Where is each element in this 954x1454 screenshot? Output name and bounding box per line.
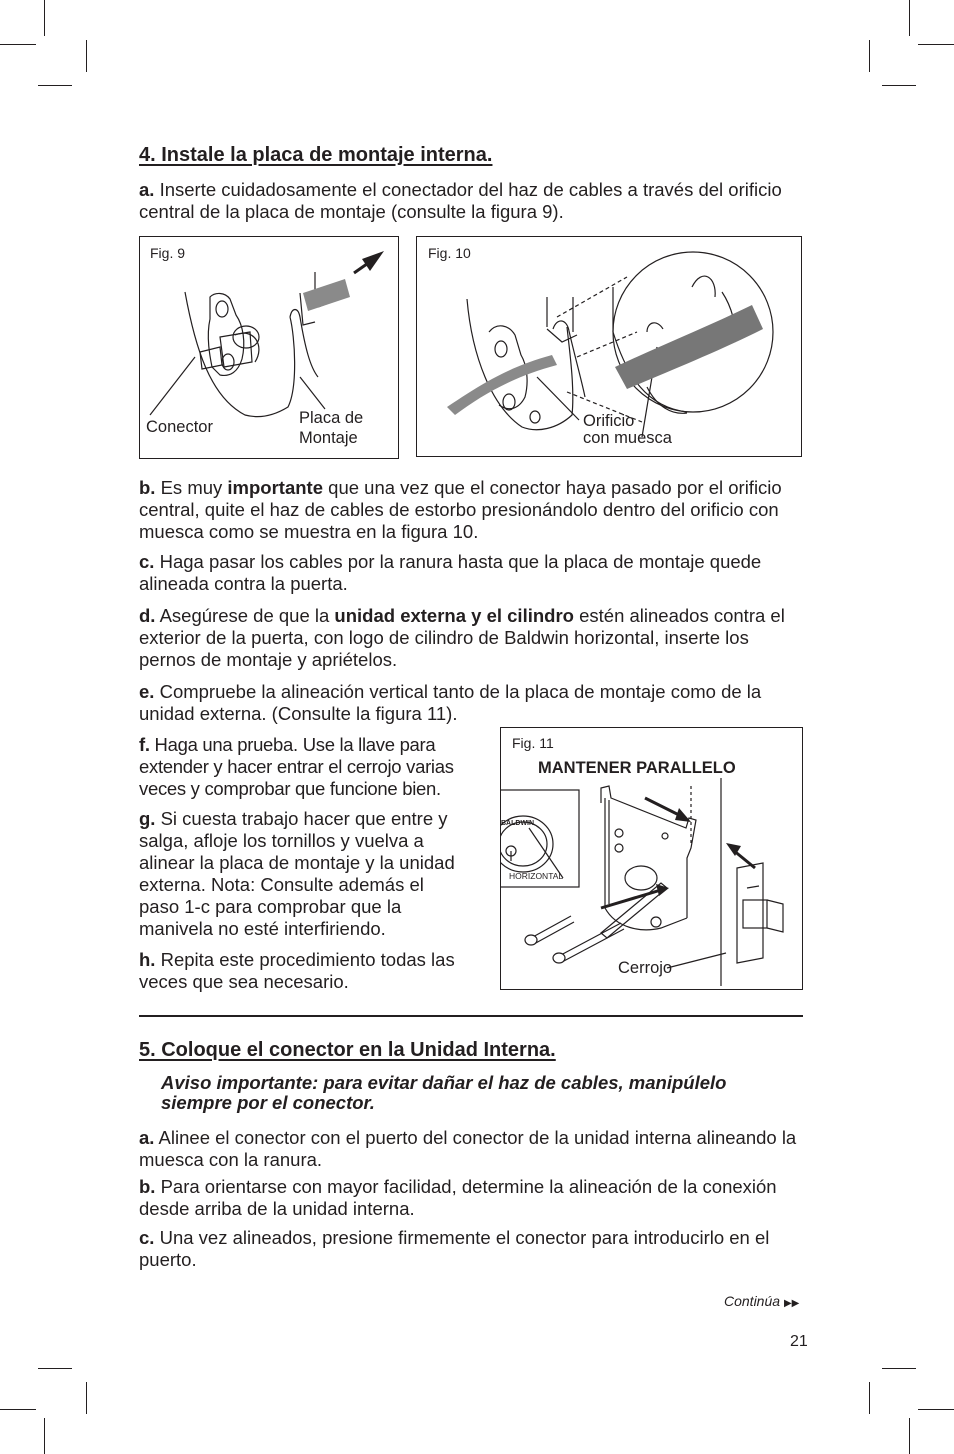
section-divider xyxy=(139,1015,803,1017)
step-text: Para orientarse con mayor facilidad, determine la alineación de la conexión desde arriba de la unidad interna. xyxy=(139,1176,777,1219)
step-5a xyxy=(139,1127,809,1171)
continue-text: Continúa xyxy=(724,1293,781,1309)
step-4a xyxy=(139,179,809,223)
figure-9 xyxy=(139,236,399,459)
connector-callout: Conector xyxy=(146,418,213,436)
step-text-emphasis: importante xyxy=(227,477,324,498)
step-text: Haga pasar los cables por la ranura hasta que la placa de montaje quede alineada contra la puerta. xyxy=(139,551,762,594)
step-4d xyxy=(139,605,809,671)
step-4c xyxy=(139,551,809,595)
step-4g xyxy=(139,808,461,940)
step-text: Repita este procedimiento todas las veces que sea necesario. xyxy=(139,949,455,992)
step-text: Alinee el conector con el puerto del conector de la unidad interna alineando la muesca con la ranura. xyxy=(139,1127,797,1170)
section-4-heading: 4. Instale la placa de montaje interna. xyxy=(139,144,493,166)
step-text-pre: Asegúrese de que la xyxy=(155,605,335,626)
step-text: Si cuesta trabajo hacer que entre y salga, afloje los tornillos y vuelva a alinear la placa de montaje y la unidad externa. Nota: Consulte además el paso 1-c para comprobar que la manivela no esté interfiriendo. xyxy=(139,808,455,939)
step-text: Compruebe la alineación vertical tanto de la placa de montaje como de la unidad externa. (Consulte la figura 11). xyxy=(139,681,762,724)
deadbolt-callout: Cerrojo xyxy=(618,959,673,977)
callout-line-1: Orificio xyxy=(583,412,635,430)
double-chevron-right-icon: ▶▶ xyxy=(783,1298,800,1309)
page-number: 21 xyxy=(790,1333,808,1350)
callout-line-2: con muesca xyxy=(583,429,672,447)
step-label: g. xyxy=(139,808,156,829)
step-text-post: que una vez que el conector haya pasado por el orificio central, quite el haz de cables de estorbo presionándolo dentro del orificio con muesca como se muestra en la figura 10. xyxy=(139,477,782,542)
step-5b xyxy=(139,1176,809,1220)
notched-hole-callout xyxy=(583,413,672,447)
fig-10-label: Fig. 10 xyxy=(428,245,471,261)
step-label: f. xyxy=(139,734,150,755)
step-label: e. xyxy=(139,681,155,702)
mounting-plate-callout xyxy=(299,408,363,448)
continue-note xyxy=(724,1293,799,1309)
step-text: Inserte cuidadosamente el conectador del haz de cables a través del orificio central de la placa de montaje (consulte la figura 9). xyxy=(139,179,782,222)
step-4b xyxy=(139,477,809,543)
fig-11-label: Fig. 11 xyxy=(512,735,554,751)
step-4f xyxy=(139,734,474,800)
step-label: c. xyxy=(139,1227,155,1248)
keep-parallel-title: MANTENER PARALLELO xyxy=(538,759,736,777)
step-label: d. xyxy=(139,605,156,626)
figure-11 xyxy=(500,727,803,990)
section-5-heading: 5. Coloque el conector en la Unidad Interna. xyxy=(139,1039,556,1061)
callout-line-2: Montaje xyxy=(299,429,358,447)
horizontal-label: HORIZONTAL xyxy=(509,871,564,881)
step-text-pre: Es muy xyxy=(155,477,228,498)
step-label: c. xyxy=(139,551,155,572)
step-label: a. xyxy=(139,1127,155,1148)
step-label: b. xyxy=(139,477,156,498)
step-5c xyxy=(139,1227,809,1271)
figure-10 xyxy=(416,236,802,457)
step-text: Haga una prueba. Use la llave para extender y hacer entrar el cerrojo varias veces y comprobar que funcione bien. xyxy=(139,734,454,799)
baldwin-logo: BALDWIN xyxy=(501,820,535,827)
step-text-post: estén alineados contra el exterior de la puerta, con logo de cilindro de Baldwin horizontal, inserte los pernos de montaje y apriételos. xyxy=(139,605,785,670)
callout-line-1: Placa de xyxy=(299,409,364,427)
step-label: a. xyxy=(139,179,155,200)
step-text: Una vez alineados, presione firmemente el conector para introducirlo en el puerto. xyxy=(139,1227,770,1270)
step-4h xyxy=(139,949,459,993)
step-4e xyxy=(139,681,809,725)
step-label: b. xyxy=(139,1176,156,1197)
important-notice: Aviso importante: para evitar dañar el haz de cables, manipúlelo siempre por el conector. xyxy=(161,1072,727,1113)
step-label: h. xyxy=(139,949,156,970)
fig-9-label: Fig. 9 xyxy=(150,245,186,261)
step-text-emphasis: unidad externa y el cilindro xyxy=(334,605,574,626)
